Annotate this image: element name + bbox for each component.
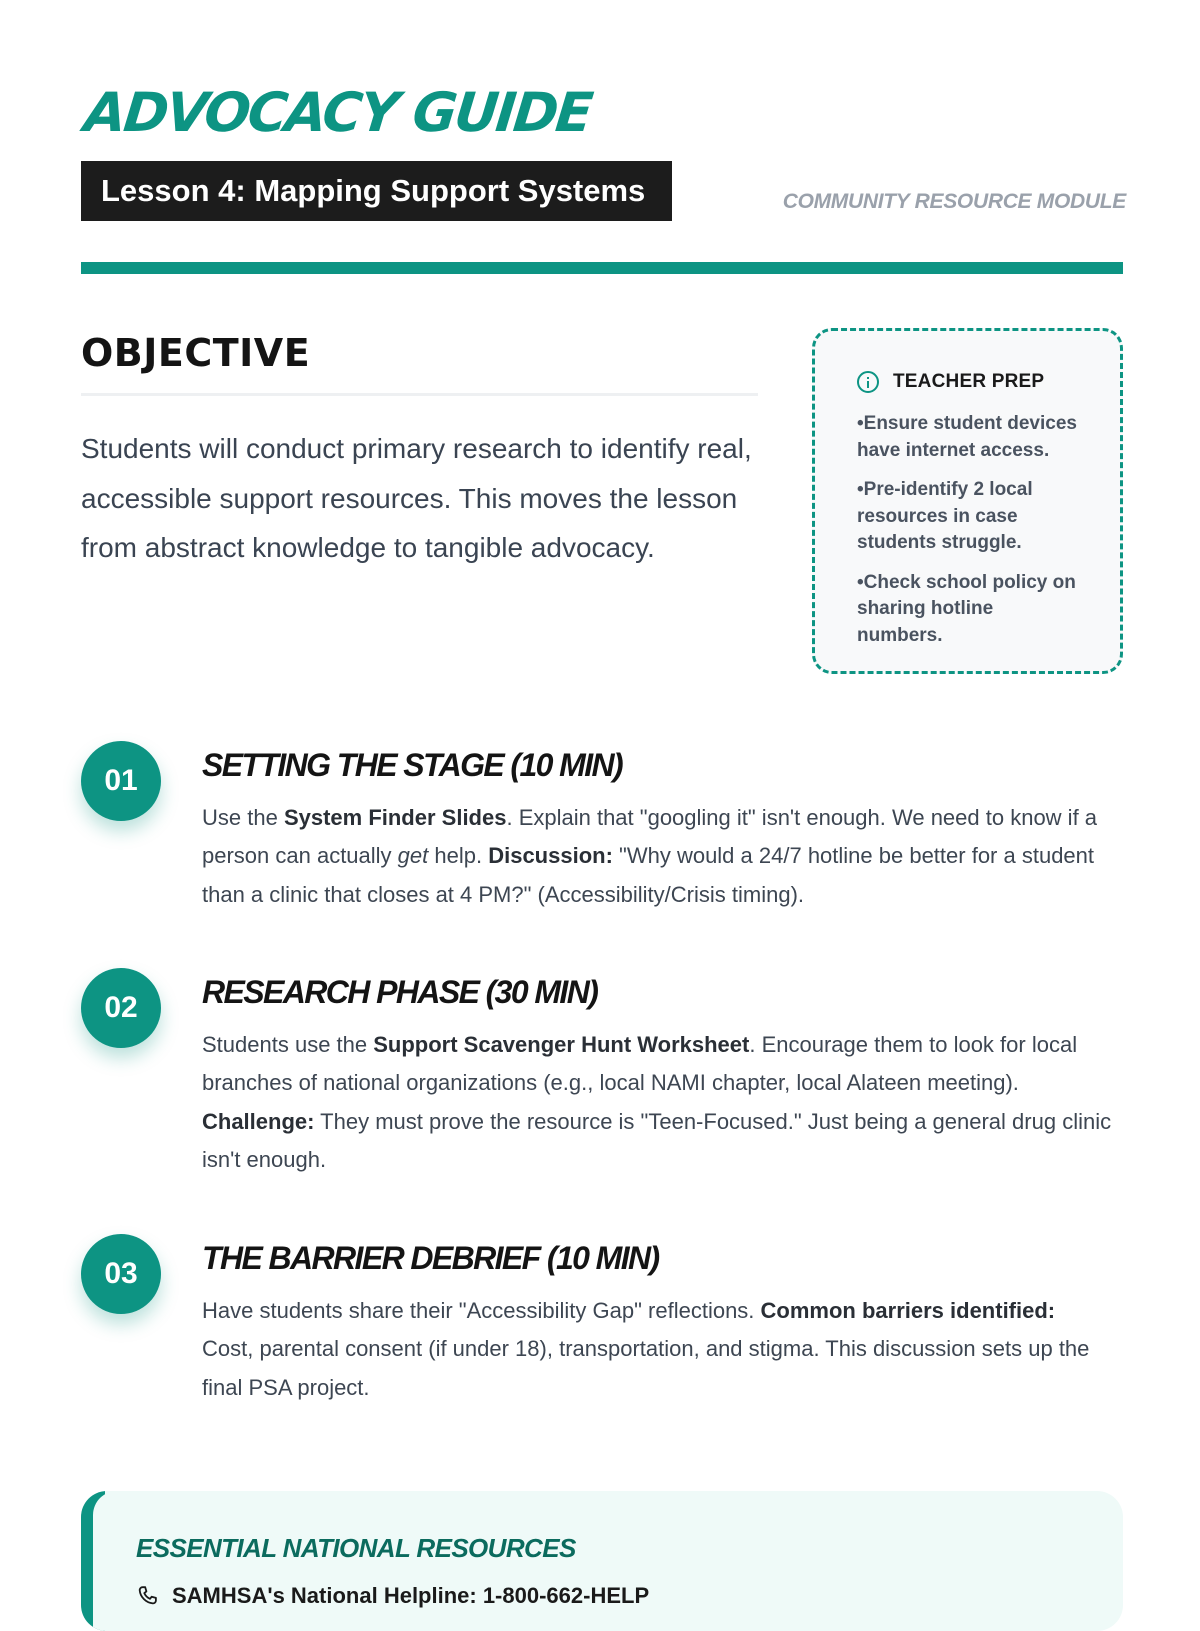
teacher-prep-item: • Check school policy on sharing hotline numbers. xyxy=(857,570,1082,650)
resources-title: ESSENTIAL NATIONAL RESOURCES xyxy=(136,1533,576,1563)
resource-text: SAMHSA's National Helpline: 1-800-662-HELP xyxy=(172,1583,650,1608)
step-title: RESEARCH PHASE (30 MIN) xyxy=(202,974,598,1010)
emphasis-text: Common barriers identified: xyxy=(760,1298,1056,1323)
emphasis-text: System Finder Slides xyxy=(283,805,507,830)
teacher-prep-item: • Pre-identify 2 local resources in case students struggle. xyxy=(857,477,1082,557)
step-title: THE BARRIER DEBRIEF (10 MIN) xyxy=(202,1240,659,1276)
teacher-prep-item: • Ensure student devices have internet access. xyxy=(857,411,1082,464)
phone-icon xyxy=(136,1584,160,1608)
info-icon xyxy=(857,371,879,393)
national-resources-panel xyxy=(81,1491,1123,1631)
step-number-badge: 03 xyxy=(81,1234,161,1314)
header-divider xyxy=(81,262,1123,274)
step-title: SETTING THE STAGE (10 MIN) xyxy=(202,747,623,783)
page-title: ADVOCACY GUIDE xyxy=(81,81,594,144)
lesson-title: Lesson 4: Mapping Support Systems xyxy=(81,161,672,221)
emphasis-text: Support Scavenger Hunt Worksheet xyxy=(373,1032,750,1057)
italic-text: get xyxy=(397,843,429,869)
objective-heading: OBJECTIVE xyxy=(81,331,311,375)
emphasis-text: Discussion: xyxy=(488,843,613,869)
objective-text: Students will conduct primary research to identify real, accessible support resources. This moves the lesson from abstract knowledge to tangible advocacy. xyxy=(81,433,752,563)
teacher-prep-box xyxy=(812,328,1123,674)
teacher-prep-header xyxy=(857,371,1082,393)
resource-item xyxy=(136,1583,649,1609)
teacher-prep-title: TEACHER PREP xyxy=(893,371,1045,392)
objective-divider xyxy=(81,393,758,396)
step-body: Students use the Support Scavenger Hunt Worksheet. Encourage them to look for local branches of national organizations (e.g., local NAMI chapter, local Alateen meeting). Challenge: They must prove the resource is "Teen-Focused." Just being a general drug clinic isn't enough. xyxy=(202,1032,1112,1172)
step-number-badge: 01 xyxy=(81,741,161,821)
step-number-badge: 02 xyxy=(81,968,161,1048)
teacher-prep-list xyxy=(857,411,1082,649)
step-body: Use the System Finder Slides. Explain that "googling it" isn't enough. We need to know if a person can actually get help. Discussion: "Why would a 24/7 hotline be better for a student than a clinic that closes at 4 PM?" (Accessibility/Crisis timing). xyxy=(202,805,1098,907)
step-body: Have students share their "Accessibility Gap" reflections. Common barriers identified: Cost, parental consent (if under 18), transportation, and stigma. This discussion sets up the final PSA project. xyxy=(202,1298,1090,1400)
module-label: COMMUNITY RESOURCE MODULE xyxy=(782,190,1126,213)
emphasis-text: Challenge: xyxy=(202,1108,315,1134)
